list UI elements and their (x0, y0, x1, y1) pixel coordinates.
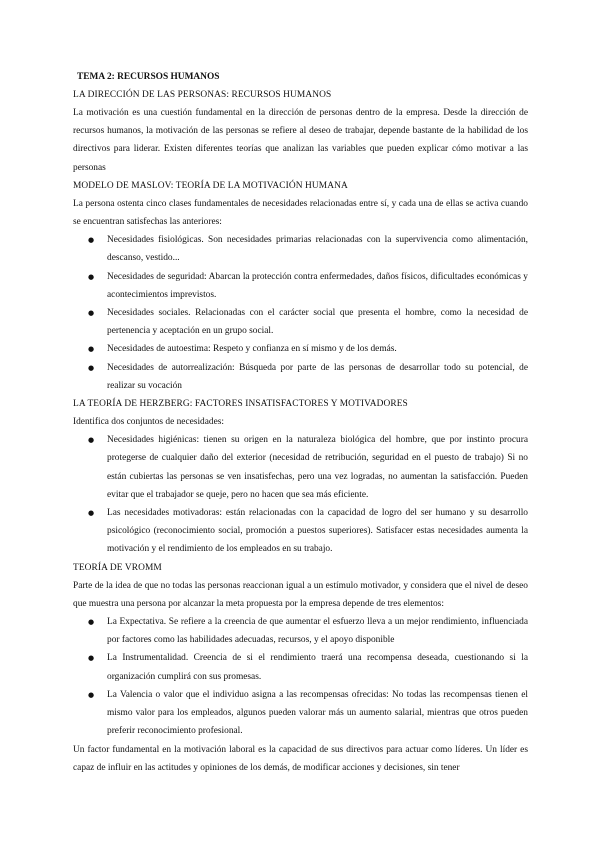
maslov-needs-list (73, 231, 528, 395)
list-item: ● La Valencia o valor que el individuo asigna a las recompensas ofrecidas: No todas las recompensas tienen el mismo valor para los empleados, algunos pueden valorar más un aumento salarial, mientras que otros pueden preferir reconocimiento profesional. (73, 686, 528, 741)
list-item: ● Necesidades sociales. Relacionadas con el carácter social que presenta el hombre, como la necesidad de pertenencia y aceptación en un grupo social. (73, 304, 528, 340)
section-heading-direccion: LA DIRECCIÓN DE LAS PERSONAS: RECURSOS HUMANOS (73, 90, 332, 100)
section-paragraph-herzberg: Identifica dos conjuntos de necesidades: (73, 417, 224, 428)
closing-paragraph: Un factor fundamental en la motivación laboral es la capacidad de sus directivos para actuar como líderes. Un líder es capaz de influir en las actitudes y opiniones de los demás, de modificar acciones y decisiones, sin tener (73, 744, 528, 773)
section-heading-vromm: TEORÍA DE VROMM (73, 562, 162, 573)
section-paragraph-vromm: Parte de la idea de que no todas las personas reaccionan igual a un estímulo motivador, y considera que el nivel de deseo que muestra una persona por alcanzar la meta propuesta por la empresa depende de tres elementos: (73, 580, 528, 609)
list-item: ● Las necesidades motivadoras: están relacionadas con la capacidad de logro del ser humano y su desarrollo psicológico (reconocimiento social, promoción a puestos superiores). Satisfacer estas necesidades aumenta la motivación y el rendimiento de los empleados en su trabajo. (73, 504, 528, 559)
section-paragraph-direccion: La motivación es una cuestión fundamental en la dirección de personas dentro de la empresa. Desde la dirección de recursos humanos, la motivación de las personas se refiere al deseo de trabajar, depende bastante de la habilidad de los directivos para liderar. Existen diferentes teorías que analizan las variables que pueden explicar cómo motivar a las personas (73, 108, 528, 173)
list-item: ● Necesidades de seguridad: Abarcan la protección contra enfermedades, daños físicos, dificultades económicas y acontecimientos imprevistos. (73, 268, 528, 304)
list-item: ● Necesidades de autorrealización: Búsqueda por parte de las personas de desarrollar todo su potencial, de realizar su vocación (73, 359, 528, 395)
herzberg-needs-list (73, 431, 528, 558)
section-heading-herzberg: LA TEORÍA DE HERZBERG: FACTORES INSATISFACTORES Y MOTIVADORES (73, 399, 408, 410)
section-heading-maslov: MODELO DE MASLOV: TEORÍA DE LA MOTIVACIÓN HUMANA (73, 180, 348, 191)
list-item: ● La Expectativa. Se refiere a la creencia de que aumentar el esfuerzo lleva a un mejor rendimiento, influenciada por factores como las habilidades adecuadas, recursos, y el apoyo disponible (73, 613, 528, 649)
page-title: TEMA 2: RECURSOS HUMANOS (77, 72, 220, 82)
section-paragraph-maslov: La persona ostenta cinco clases fundamentales de necesidades relacionadas entre sí, y cada una de ellas se activa cuando se encuentran satisfechas las anteriores: (73, 198, 528, 228)
document-page (73, 68, 528, 777)
list-item: ● Necesidades fisiológicas. Son necesidades primarias relacionadas con la supervivencia como alimentación, descanso, vestido... (73, 231, 528, 267)
list-item: ● La Instrumentalidad. Creencia de si el rendimiento traerá una recompensa deseada, cuestionando si la organización cumplirá con sus promesas. (73, 649, 528, 685)
vromm-elements-list (73, 613, 528, 740)
list-item: ● Necesidades higiénicas: tienen su origen en la naturaleza biológica del hombre, que por instinto procura protegerse de cualquier daño del exterior (necesidad de retribución, seguridad en el puesto de trabajo) Si no están cubiertas las personas se ven insatisfechas, pero una vez logradas, no aumentan la satisfacción. Pueden evitar que el trabajador se queje, pero no hacen que sea más eficiente. (73, 431, 528, 504)
list-item: ● Necesidades de autoestima: Respeto y confianza en sí mismo y de los demás. (73, 340, 528, 358)
